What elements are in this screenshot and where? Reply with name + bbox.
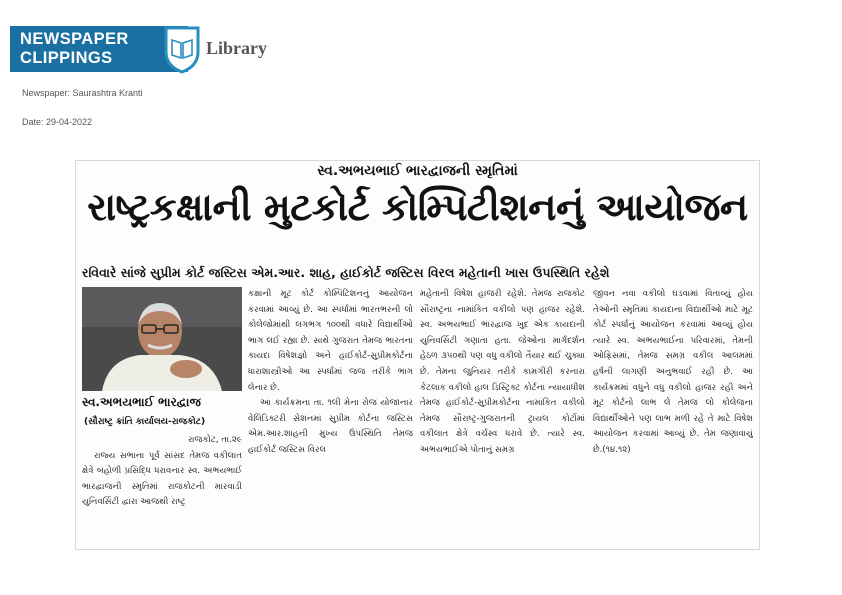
bureau-credit: (સૌરાષ્ટ્ર ક્રાંતિ કાર્યાલય-રાજકોટ) xyxy=(84,417,206,427)
article-column-4 xyxy=(593,287,753,547)
article-column-1 xyxy=(82,433,242,545)
logo-text xyxy=(20,30,129,68)
article-column-3 xyxy=(420,287,585,547)
paragraph: આ કાર્યક્રમના તા. ૧લી મેના રોજ યોજાનાર વેલિડિક્ટરી સેશનમાં સુપ્રીમ કોર્ટના જસ્ટિસ એમ.આર.શાહની મુખ્ય ઉપસ્થિતિ તેમજ હાઈકોર્ટ જસ્ટિસ વિરલ xyxy=(248,398,413,455)
photo-caption: સ્વ.અભયભાઈ ભારદ્વાજ xyxy=(82,395,201,409)
newspaper-clipping xyxy=(75,160,760,550)
logo-library-word: Library xyxy=(206,38,267,58)
book-shield-icon xyxy=(162,24,202,74)
article-kicker: સ્વ.અભયભાઈ ભારદ્વાજની સ્મૃતિમાં xyxy=(317,163,518,179)
paragraph: કક્ષાની મૂટ કોર્ટ કોમ્પિટિશનનું આયોજન કરવામાં આવ્યું છે. આ સ્પર્ધામાં ભારતભરની લો કોલેજોમાંથી લગભગ ૧૦૦થી વધારે વિદ્યાર્થીઓ ભાગ લઈ રહ્યા છે. સાથે ગુજરાત તેમજ ભારતના કાયદા વિષેશજ્ઞો અને હાઈકોર્ટ-સુપ્રીમકોર્ટના ધારાશાસ્ત્રીઓ આ સ્પર્ધામાં જજ તરીકે ભાગ લેનાર છે. xyxy=(248,289,413,393)
portrait-illustration xyxy=(82,287,242,391)
newspaper-name: Newspaper: Saurashtra Kranti xyxy=(22,88,143,98)
logo-line-1: NEWSPAPER xyxy=(20,30,129,48)
portrait-photo xyxy=(82,287,242,391)
article-column-2 xyxy=(248,287,413,547)
dateline: રાજકોટ, તા.૨૯ xyxy=(187,435,242,445)
paragraph: જીવન નવા વકીલો ઘડવામાં વિતાવ્યું હોય તેઓની સ્મૃતિમાં કાયદાના વિદ્યાર્થીઓ માટે મૂટ કોર્ટ સ્પર્ધાનું આયોજન કરવામાં આવ્યું હોય ત્યારે સ્વ. અભયભાઈના પરિવારમાં, તેમની ઓફિસમાં, તેમજ સમગ્ર વકીલ આલમમાં હર્ષની લાગણી અનુભવાઈ રહી છે. આ કાર્યક્રમમાં વધુને વધુ વકીલો હાજર રહી અને મૂટ કોર્ટનો લાભ લે તેમજ લો કોલેજના વિદ્યાર્થીઓને પણ લાભ મળી રહે તે માટે વિષેશ આયોજન કરવામાં આવ્યું છે. તેમ જણાવાયું છે.(૧૪.૧૨) xyxy=(593,289,753,455)
paragraph: મહેતાની વિષેશ હાજરી રહેશે. તેમજ રાજકોટ સૌરાષ્ટ્રના નામાંકિત વકીલો પણ હાજર રહેશે. સ્વ. અભયભાઈ ભારદ્વાજ ખુદ એક કાયદાની યુનિવર્સિટી ગણાતા હતા. જેઓના માર્ગદર્શન હેઠળ ૩૫૦થી પણ વધુ વકીલો તૈયાર થઈ ચુક્યા છે. તેમના જુનિયર તરીકે કામગીરી કરનારા કેટલાક વકીલો હાલ ડિસ્ટ્રિક્ટ કોર્ટના ન્યાયાધીશ તેમજ હાઈકોર્ટ-સુપ્રીમકોર્ટના નામાંકિત વકીલો તેમજ સૌરાષ્ટ્ર-ગુજરાતની ટ્રાયલ કોર્ટોમાં વકીલાત ક્ષેત્રે વર્ચસ્વ ધરાવે છે. ત્યારે સ્વ. અભયભાઈએ પોતાનું સમગ્ર xyxy=(420,289,585,455)
clipping-date: Date: 29-04-2022 xyxy=(22,117,93,127)
logo-line-2: CLIPPINGS xyxy=(20,49,113,67)
article-headline: રાષ્ટ્રકક્ષાની મુટકોર્ટ કોમ્પિટીશનનું આયોજન xyxy=(87,185,748,229)
article-subhead: રવિવારે સાંજે સુપ્રીમ કોર્ટ જસ્ટિસ એમ.આર. શાહ, હાઈકોર્ટ જસ્ટિસ વિરલ મહેતાની ખાસ ઉપસ્થિતિ રહેશે xyxy=(82,265,610,280)
paragraph: રાજ્ય સભાના પૂર્વ સાંસદ તેમજ વકીલાત ક્ષેત્રે બહોળી પ્રસિદ્ધિ ધરાવનાર સ્વ. અભયભાઈ ભારદ્વાજની સ્મૃતિમાં રાજકોટની મારવાડી યુનિવર્સિટી દ્વારા આજથી રાષ્ટ્ર xyxy=(82,450,242,508)
